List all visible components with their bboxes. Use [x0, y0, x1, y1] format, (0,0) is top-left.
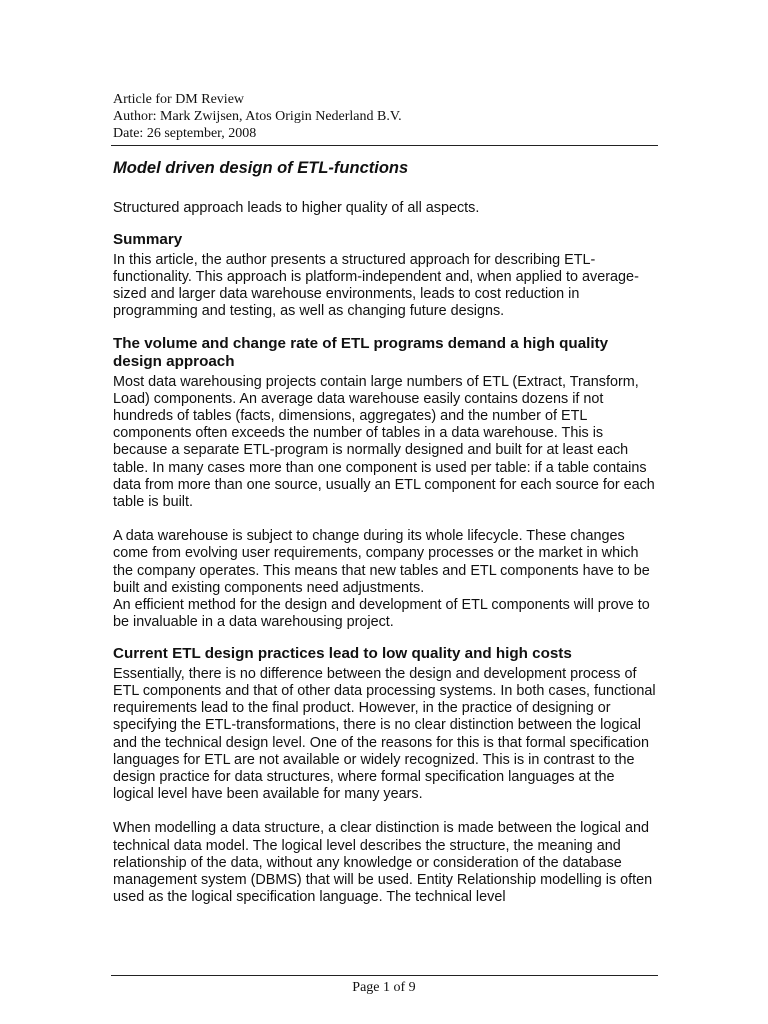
volume-paragraph-1: Most data warehousing projects contain large numbers of ETL (Extract, Transform, Load) components. An average data warehouse easily contains dozens if not hundreds of tables (facts, dimensions, aggregates) and the number of ETL components often exceeds the number of tables in a data warehouse. This is because a separate ETL-program is normally designed and built for at least each table. In many cases more than one component is used per table: if a table contains data from more than one source, usually an ETL component for each source for each table is built.	[113, 373, 655, 510]
header-publication: Article for DM Review	[113, 92, 245, 107]
summary-paragraph: In this article, the author presents a structured approach for describing ETL-functionality. This approach is platform-independent and, when applied to average-sized and larger data warehouse environments, leads to cost reduction in programming and testing, as well as changing future designs.	[113, 251, 639, 320]
practices-paragraph-2: When modelling a data structure, a clear distinction is made between the logical and technical data model. The logical level describes the structure, the meaning and relationship of the data, without any knowledge or consideration of the database management system (DBMS) that will be used. Entity Relationship modelling is often used as the logical specification language. The technical level	[113, 820, 653, 906]
article-header	[113, 91, 402, 142]
practices-paragraph-1: Essentially, there is no difference between the design and development process of ETL components and that of other data processing systems. In both cases, functional requirements lead to the final product. However, in the practice of designing or specifying the ETL-transformations, there is no clear distinction between the logical and the technical design level. One of the reasons for this is that formal specification languages for ETL are not available or widely recognized. This is in contrast to the design practice for data structures, where formal specification languages at the logical level have been available for many years.	[113, 665, 656, 803]
header-divider	[111, 145, 658, 146]
document-title: Model driven design of ETL-functions	[113, 159, 409, 177]
header-date: Date: 26 september, 2008	[113, 126, 257, 141]
page-number: Page 1 of 9	[352, 980, 416, 995]
volume-paragraph-3: An efficient method for the design and development of ETL components will prove to be invaluable in a data warehousing project.	[113, 596, 650, 631]
article-body	[113, 158, 658, 907]
section-heading-volume: The volume and change rate of ETL programs demand a high quality design approach	[113, 334, 609, 371]
section-heading-current-practices: Current ETL design practices lead to low quality and high costs	[113, 645, 572, 663]
intro-line: Structured approach leads to higher quality of all aspects.	[113, 200, 480, 216]
header-author: Author: Mark Zwijsen, Atos Origin Nederland B.V.	[113, 109, 402, 124]
footer-divider	[111, 975, 658, 976]
volume-paragraph-2: A data warehouse is subject to change during its whole lifecycle. These changes come from evolving user requirements, company processes or the market in which the company operates. This means that new tables and ETL components have to be built and existing components need adjustments.	[113, 528, 650, 596]
section-heading-summary: Summary	[113, 231, 183, 249]
